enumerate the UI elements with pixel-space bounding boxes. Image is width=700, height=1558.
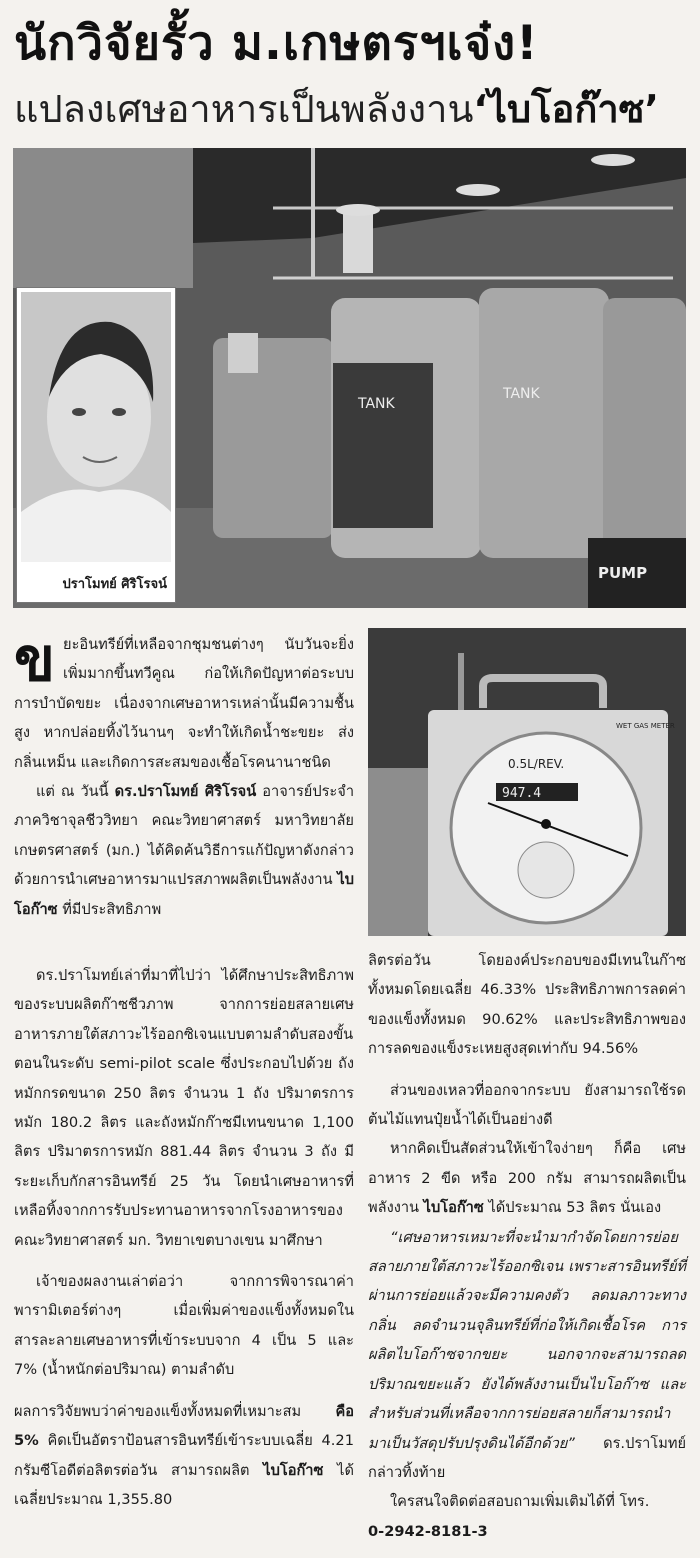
portrait-caption: ปราโมทย์ ศิริโรจน์ bbox=[62, 577, 167, 592]
headline: นักวิจัยรั้ว ม.เกษตรฯเจ๋ง! bbox=[14, 16, 539, 71]
paragraph-7: ส่วนของเหลวที่ออกจากระบบ ยังสามารถใช้รดต้นไม้แทนปุ๋ยน้ำได้เป็นอย่างดี bbox=[368, 1081, 686, 1129]
meter-rev-label: 0.5L/REV. bbox=[508, 757, 565, 771]
paragraph-4: เจ้าของผลงานเล่าต่อว่า จากการพิจารณาค่าพารามิเตอร์ต่างๆ เมื่อเพิ่มค่าของแข็งทั้งหมดในสารละลายเศษอาหารที่เข้าระบบจาก 4 เป็น 5 และ 7% (น้ำหนักต่อปริมาณ) ตามลำดับ bbox=[14, 1273, 354, 1379]
paragraph-8: หากคิดเป็นสัดส่วนให้เข้าใจง่ายๆ ก็คือ เศษอาหาร 2 ขีด หรือ 200 กรัม สามารถผลิตเป็นพลังงาน ไบโอก๊าซ ได้ประมาณ 53 ลิตร นั่นเอง bbox=[368, 1140, 686, 1217]
quote-attribution: ดร.ปราโมทย์ กล่าวทิ้งท้าย bbox=[368, 1434, 686, 1481]
meter-counter: 947.4 bbox=[502, 786, 542, 801]
subheadline bbox=[14, 84, 694, 134]
portrait-image bbox=[21, 292, 171, 562]
researcher-name: ดร.ปราโมทย์ ศิริโรจน์ bbox=[114, 783, 257, 801]
article-intro bbox=[14, 625, 355, 924]
tank-label: TANK bbox=[358, 396, 395, 412]
article-column-1 bbox=[14, 961, 354, 1514]
article-column-2 bbox=[368, 946, 686, 1546]
gas-meter-photo bbox=[368, 628, 686, 936]
paragraph-1: ขยะอินทรีย์ที่เหลือจากชุมชนต่างๆ นับวันจะยิ่งเพิ่มมากขึ้นทวีคูณ ก่อให้เกิดปัญหาต่อระบบการบำบัดขยะ เนื่องจากเศษอาหารเหล่านั้นมีความชื้นสูง หากปล่อยทิ้งไว้นานๆ จะทำให้เกิดน้ำชะขยะ ส่งกลิ่นเหม็น และเกิดการสะสมของเชื้อโรคนานาชนิด bbox=[14, 625, 354, 771]
phone-number: 0-2942-8181-3 bbox=[368, 1522, 488, 1540]
portrait-photo bbox=[16, 287, 176, 603]
contact-line: ใครสนใจติดต่อสอบถามเพิ่มเติมได้ที่ โทร. 0-2942-8181-3 bbox=[368, 1493, 650, 1540]
pump-label: PUMP bbox=[598, 564, 648, 582]
meter-brand: WET GAS METER bbox=[616, 722, 675, 730]
quote: “เศษอาหารเหมาะที่จะนำมากำจัดโดยการย่อยสลายภายใต้สภาวะไร้ออกซิเจน เพราะสารอินทรีย์ที่ผ่านการย่อยแล้วจะมีความคงตัว ลดมลภาวะทางกลิ่น ลดจำนวนจุลินทรีย์ที่ก่อให้เกิดเชื้อโรค การผลิตไบโอก๊าซจากขยะ นอกจากจะสามารถลดปริมาณขยะแล้ว ยังได้พลังงานเป็นไบโอก๊าซ และสำหรับส่วนที่เหลือจากการย่อยสลายก็สามารถนำมาเป็นวัสดุปรับปรุงดินได้อีกด้วย” ดร.ปราโมทย์ กล่าวทิ้งท้าย bbox=[368, 1228, 686, 1481]
svg-text:TANK: TANK bbox=[503, 386, 540, 402]
paragraph-3: ดร.ปราโมทย์เล่าที่มาที่ไปว่า ได้ศึกษาประสิทธิภาพของระบบผลิตก๊าซชีวภาพ จากการย่อยสลายเศษอาหารภายใต้สภาวะไร้ออกซิเจนแบบตามลำดับสองขั้นตอนในระดับ semi-pilot scale ซึ่งประกอบไปด้วย ถังหมักกรดขนาด 250 ลิตร จำนวน 1 ถัง ปริมาตรการหมัก 180.2 ลิตร และถังหมักก๊าซมีเทนขนาด 1,100 ลิตร ปริมาตรการหมัก 881.44 ลิตร จำนวน 3 ถัง มีระยะเก็บกักสารอินทรีย์ 25 วัน โดยนำเศษอาหารที่เหลือทิ้งจากการรับประทานอาหารจากโรงอาหารของคณะวิทยาศาสตร์ มก. วิทยาเขตบางเขน มาศึกษา bbox=[14, 967, 354, 1249]
dropcap: ข bbox=[14, 625, 56, 695]
subheadline-emphasis: ‘ไบโอก๊าซ’ bbox=[473, 87, 659, 131]
paragraph-6: ลิตรต่อวัน โดยองค์ประกอบของมีเทนในก๊าซทั้งหมดโดยเฉลี่ย 46.33% ประสิทธิภาพการลดค่าของแข็งทั้งหมด 90.62% และประสิทธิภาพของการลดของแข็งระเหยสูงสุดเท่ากับ 94.56% bbox=[368, 952, 686, 1058]
paragraph-2: แต่ ณ วันนี้ ดร.ปราโมทย์ ศิริโรจน์ อาจารย์ประจำภาควิชาจุลชีววิทยา คณะวิทยาศาสตร์ มหาวิทยาลัยเกษตรศาสตร์ (มก.) ได้คิดค้นวิธีการแก้ปัญหาดังกล่าว ด้วยการนำเศษอาหารมาแปรสภาพผลิตเป็นพลังงาน ไบโอก๊าซ ที่มีประสิทธิภาพ bbox=[14, 783, 355, 918]
paragraph-5: ผลการวิจัยพบว่าค่าของแข็งทั้งหมดที่เหมาะสม คือ 5% คิดเป็นอัตราป้อนสารอินทรีย์เข้าระบบเฉลี่ย 4.21 กรัมซีโอดีต่อลิตรต่อวัน สามารถผลิต ไบโอก๊าซ ได้เฉลี่ยประมาณ 1,355.80 bbox=[14, 1402, 354, 1508]
subheadline-text: แปลงเศษอาหารเป็นพลังงาน bbox=[14, 87, 474, 131]
